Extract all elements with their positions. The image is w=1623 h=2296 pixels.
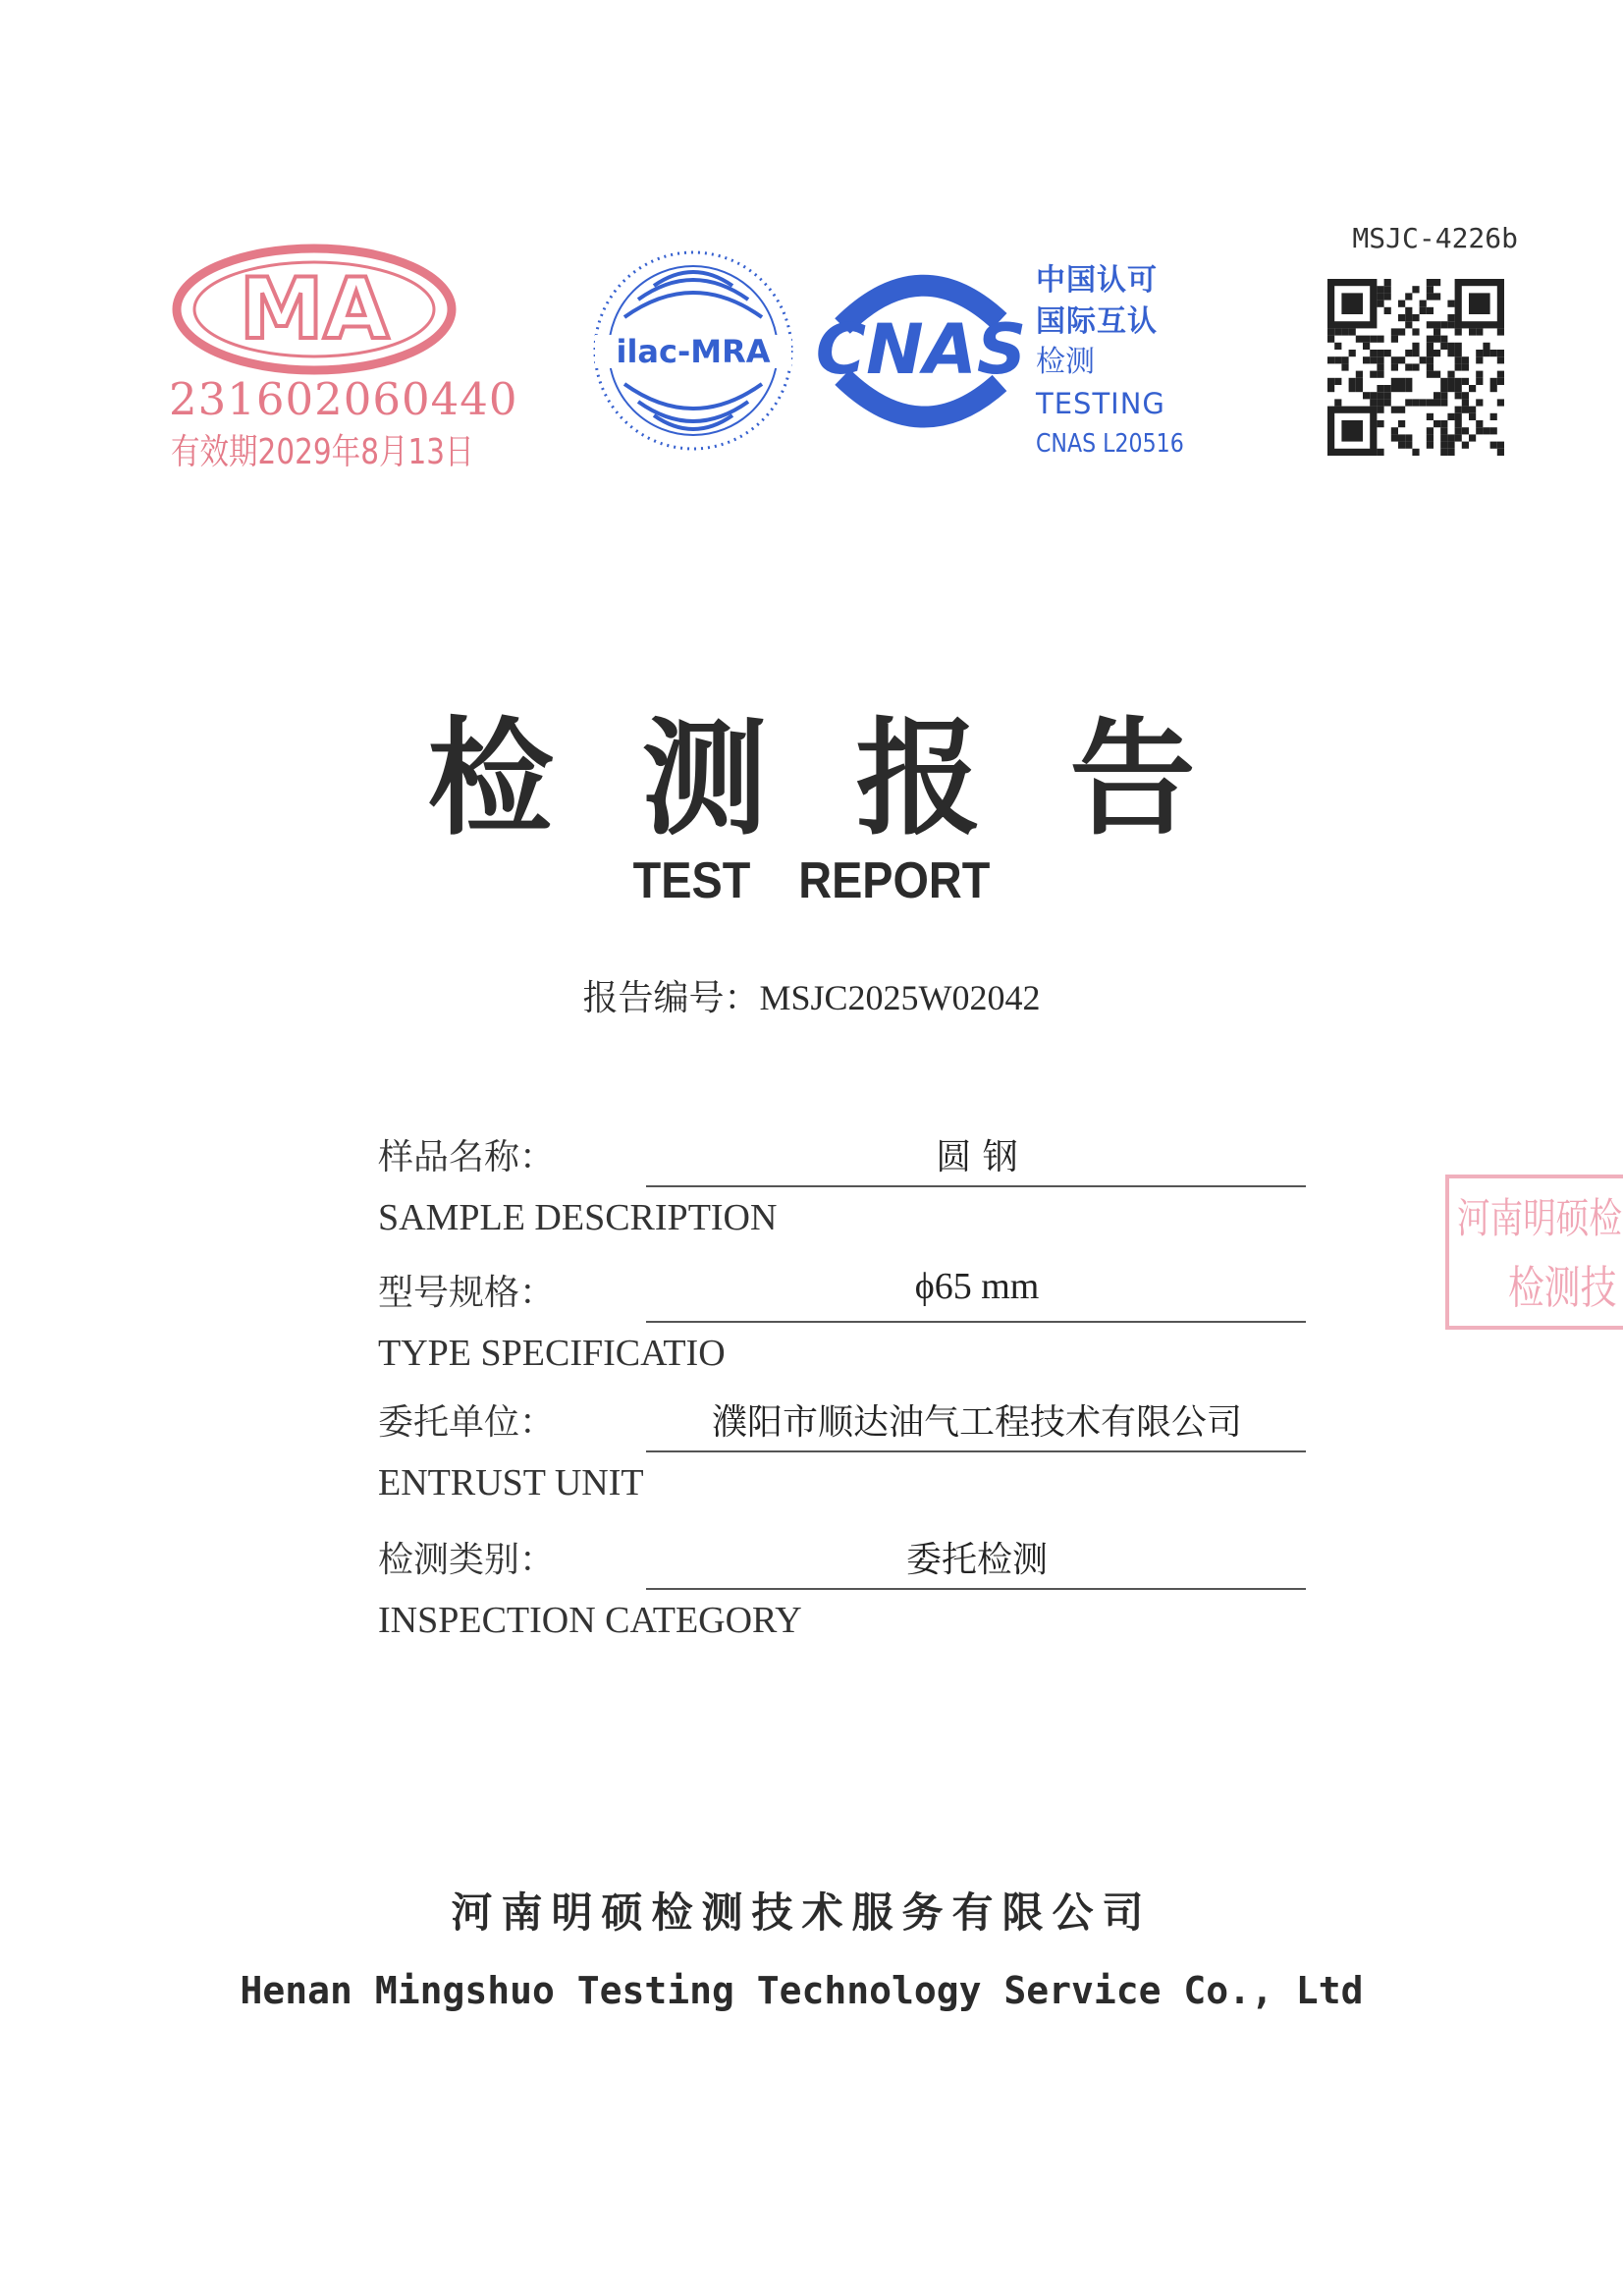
field-value: ϕ65 mm bbox=[914, 1266, 1040, 1307]
field-sample-description bbox=[378, 1129, 1321, 1267]
cnas-mark: CNAS bbox=[815, 309, 1027, 390]
field-underline bbox=[646, 1185, 1306, 1187]
ilac-globe-icon bbox=[591, 248, 795, 453]
field-underline bbox=[646, 1588, 1306, 1590]
cnas-line-2: 国际互认 bbox=[1036, 304, 1158, 339]
field-label-en: ENTRUST UNIT bbox=[378, 1462, 644, 1503]
field-value: 濮阳市顺达油气工程技术有限公司 bbox=[711, 1402, 1242, 1443]
cnas-line-3: 检测 bbox=[1036, 345, 1095, 379]
cma-mark: MA bbox=[239, 260, 390, 358]
cma-stamp bbox=[167, 236, 518, 491]
report-number-value: MSJC2025W02042 bbox=[759, 978, 1041, 1017]
field-label-en: INSPECTION CATEGORY bbox=[378, 1600, 802, 1641]
field-inspection-category bbox=[378, 1532, 1321, 1669]
field-label-cn: 型号规格： bbox=[378, 1273, 556, 1313]
cnas-line-5: CNAS L20516 bbox=[1036, 429, 1184, 459]
field-label-cn: 检测类别： bbox=[378, 1540, 556, 1580]
cnas-text-block bbox=[1036, 260, 1213, 463]
page-title-en: TEST REPORT bbox=[632, 852, 991, 909]
side-seal-line-1: 河南明硕检 bbox=[1457, 1194, 1623, 1242]
cma-number: 231602060440 bbox=[169, 373, 518, 425]
field-entrust-unit bbox=[378, 1394, 1321, 1532]
company-name-en: Henan Mingshuo Testing Technology Service Co., Ltd bbox=[240, 1969, 1364, 2012]
cma-seal-icon bbox=[167, 236, 461, 383]
field-type-specification bbox=[378, 1265, 1321, 1402]
field-label-en: TYPE SPECIFICATIO bbox=[378, 1333, 726, 1374]
field-label-en: SAMPLE DESCRIPTION bbox=[378, 1197, 778, 1238]
cnas-line-1: 中国认可 bbox=[1036, 263, 1158, 298]
page-title: 检测报告 bbox=[427, 706, 1284, 852]
field-value: 圆 钢 bbox=[936, 1137, 1018, 1177]
cnas-line-4: TESTING bbox=[1036, 387, 1165, 420]
field-label-cn: 委托单位： bbox=[378, 1402, 556, 1443]
qr-code-icon bbox=[1325, 277, 1507, 464]
field-underline bbox=[646, 1321, 1306, 1323]
report-number bbox=[0, 970, 1623, 1020]
side-seal-line-2: 检测技 bbox=[1508, 1261, 1617, 1314]
report-number-label: 报告编号： bbox=[582, 978, 760, 1018]
side-seal-stamp bbox=[1445, 1175, 1623, 1330]
company-name-cn: 河南明硕检测技术服务有限公司 bbox=[451, 1888, 1153, 1937]
ilac-mra-stamp bbox=[591, 248, 795, 453]
cnas-emblem-icon bbox=[803, 267, 1039, 434]
qr-code-graphic bbox=[1325, 277, 1507, 464]
field-value: 委托检测 bbox=[905, 1540, 1048, 1580]
ilac-mark: ilac-MRA bbox=[616, 333, 771, 370]
cnas-logo bbox=[803, 267, 1039, 434]
field-underline bbox=[646, 1450, 1306, 1452]
cma-validity: 有效期2029年8月13日 bbox=[171, 432, 474, 472]
document-code: MSJC-4226b bbox=[1352, 222, 1518, 254]
field-label-cn: 样品名称： bbox=[378, 1137, 556, 1177]
